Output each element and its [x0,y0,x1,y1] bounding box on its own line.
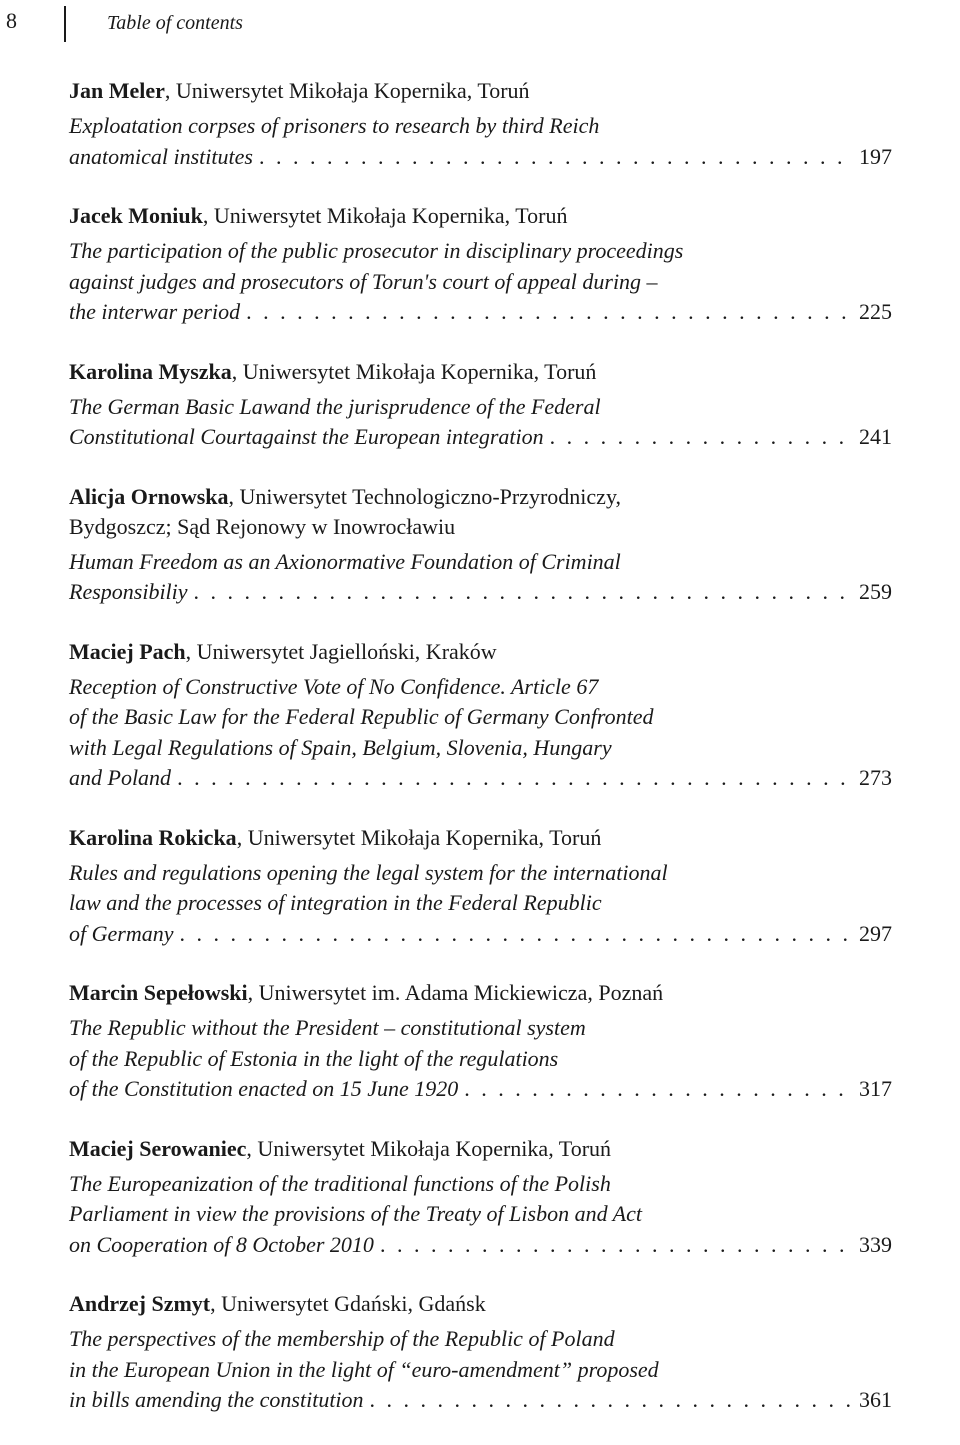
article-title-line: anatomical institutes [69,143,253,169]
page-header [0,6,960,36]
author-name: Andrzej Szmyt [69,1291,211,1316]
author-affiliation: , Uniwersytet Technologiczno-Przyrodniczy, [228,483,622,509]
toc-author-line [69,1134,892,1164]
toc-author-line [69,637,892,667]
article-title-line: of the Basic Law for the Federal Republic of Germany Confronted [69,704,654,729]
page-reference[interactable]: 259 [859,579,892,604]
page-reference[interactable]: 297 [859,920,892,946]
article-title-last-line [69,1385,892,1416]
author-affiliation: , Uniwersytet Mikołaja Kopernika, Toruń [246,1135,612,1161]
article-title-line: the interwar period [69,299,241,324]
toc-entries [69,76,892,1445]
toc-author-line [69,482,892,512]
toc-entry [69,978,892,1105]
article-title-line: The perspectives of the membership of the Republic of Poland [69,1326,615,1351]
author-affiliation: , Uniwersytet Mikołaja Kopernika, Toruń [202,203,568,228]
author-name: Karolina Myszka [69,358,232,384]
page-reference[interactable]: 339 [859,1231,892,1257]
toc-entry [69,823,892,950]
article-title-line: on Cooperation of 8 October 2010 [69,1231,374,1257]
page-reference[interactable]: 317 [859,1076,892,1101]
page-reference[interactable]: 241 [859,424,892,449]
author-name: Marcin Sepełowski [69,980,248,1005]
page-reference[interactable]: 197 [859,143,892,169]
article-title-last-line [69,142,892,173]
author-name: Karolina Rokicka [69,824,237,850]
page-reference[interactable]: 361 [859,1387,892,1412]
author-name: Alicja Ornowska [69,483,229,509]
author-affiliation: , Uniwersytet Jagielloński, Kraków [185,638,497,664]
toc-entry [69,76,892,172]
page-number: 8 [6,8,17,33]
toc-author-line [69,76,892,106]
author-affiliation: , Uniwersytet Mikołaja Kopernika, Toruń [231,358,597,384]
page-reference[interactable]: 273 [859,765,892,790]
article-title-line: Human Freedom as an Axionormative Foundation of Criminal [69,548,621,574]
article-title-line: Constitutional Courtagainst the European integration [69,424,544,449]
article-title-line: in bills amending the constitution [69,1387,364,1412]
article-title-line: Rules and regulations opening the legal system for the international [69,859,668,885]
author-affiliation: , Uniwersytet Mikołaja Kopernika, Toruń [164,78,530,103]
page-reference[interactable]: 225 [859,299,892,324]
author-affiliation: , Uniwersytet im. Adama Mickiewicza, Poznań [247,980,664,1005]
dot-leader [370,1385,851,1416]
author-affiliation: , Uniwersytet Mikołaja Kopernika, Toruń [236,824,602,850]
article-title-line: of the Republic of Estonia in the light of the regulations [69,1045,559,1071]
article-title-last-line [69,919,892,950]
dot-leader [246,297,851,328]
article-title-line: The participation of the public prosecutor in disciplinary proceedings [69,238,684,263]
article-title-last-line [69,763,892,794]
header-divider [64,6,66,42]
toc-entry [69,637,892,794]
article-title-last-line [69,422,892,453]
toc-author-line [69,357,892,387]
toc-author-line [69,823,892,853]
article-title-line: The Europeanization of the traditional functions of the Polish [69,1170,611,1196]
toc-entry [69,482,892,608]
article-title-line: with Legal Regulations of Spain, Belgium, Slovenia, Hungary [69,734,612,760]
dot-leader [259,142,851,173]
author-name: Jacek Moniuk [69,203,203,228]
author-affiliation-continued: Bydgoszcz; Sąd Rejonowy w Inowrocławiu [69,513,456,539]
author-name: Jan Meler [69,78,165,103]
article-title-line: in the European Union in the light of “euro-amendment” proposed [69,1356,659,1382]
dot-leader [464,1074,851,1105]
toc-entry [69,357,892,453]
article-title-line: Exploatation corpses of prisoners to research by third Reich [69,113,600,138]
article-title-line: The Republic without the President – constitutional system [69,1015,586,1040]
toc-author-line [69,1289,892,1319]
article-title-line: Responsibiliy [69,579,188,604]
dot-leader [177,763,851,794]
running-head: Table of contents [107,12,243,34]
article-title-last-line [69,1074,892,1105]
article-title-line: and Poland [69,765,172,790]
dot-leader [194,577,851,608]
dot-leader [380,1230,851,1261]
article-title-last-line [69,577,892,608]
author-affiliation: , Uniwersytet Gdański, Gdańsk [210,1291,486,1316]
dot-leader [550,422,851,453]
article-title-line: of the Constitution enacted on 15 June 1920 [69,1076,459,1101]
article-title-line: law and the processes of integration in the Federal Republic [69,890,602,915]
toc-entry [69,1289,892,1416]
article-title-line: of Germany [69,920,174,946]
author-name: Maciej Pach [69,638,186,664]
toc-author-line [69,201,892,231]
toc-author-line [69,978,892,1008]
toc-entry [69,1134,892,1261]
dot-leader [179,919,851,950]
article-title-last-line [69,297,892,328]
toc-entry [69,201,892,328]
article-title-line: The German Basic Lawand the jurisprudence of the Federal [69,393,601,419]
article-title-last-line [69,1230,892,1261]
author-name: Maciej Serowaniec [69,1135,247,1161]
article-title-line: Parliament in view the provisions of the Treaty of Lisbon and Act [69,1201,642,1226]
article-title-line: Reception of Constructive Vote of No Confidence. Article 67 [69,673,599,699]
article-title-line: against judges and prosecutors of Torun's court of appeal during – [69,268,658,294]
